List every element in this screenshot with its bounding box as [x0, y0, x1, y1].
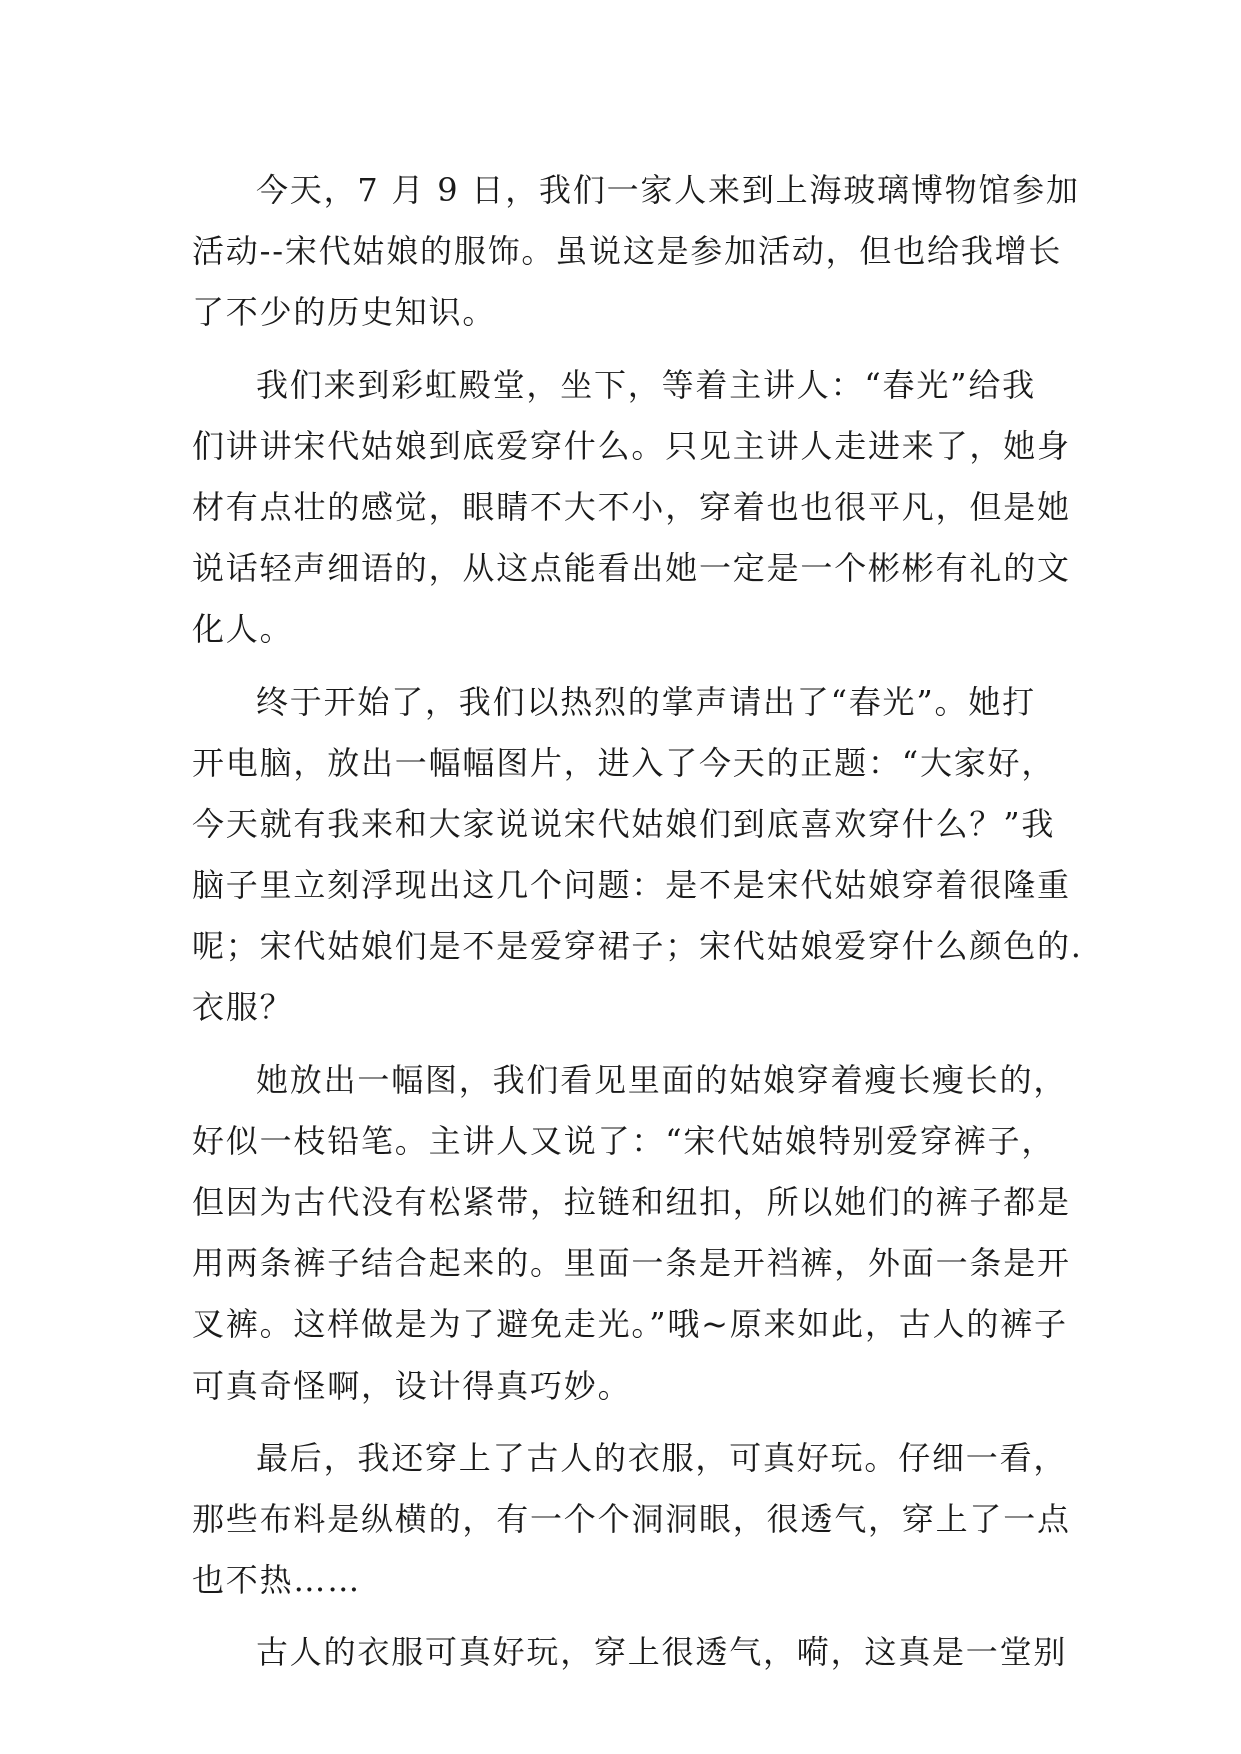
paragraph-line: 材有点壮的感觉，眼睛不大不小，穿着也也很平凡，但是她	[192, 487, 1071, 526]
paragraph-3	[192, 672, 1083, 1039]
paragraph-line: 但因为古代没有松紧带，拉链和纽扣，所以她们的裤子都是	[192, 1183, 1071, 1221]
paragraph-line: 最后，我还穿上了古人的衣服，可真好玩。仔细一看，	[256, 1438, 1068, 1477]
paragraph-line: 说话轻声细语的，从这点能看出她一定是一个彬彬有礼的文	[192, 549, 1071, 588]
paragraph-line: 终于开始了，我们以热烈的掌声请出了“春光”。她打	[256, 682, 1036, 721]
paragraph-line: 她放出一幅图，我们看见里面的姑娘穿着瘦长瘦长的，	[256, 1060, 1068, 1099]
paragraph-line: 开电脑，放出一幅幅图片，进入了今天的正题：“大家好，	[192, 743, 1056, 782]
paragraph-line: 衣服？	[192, 988, 294, 1027]
essay-body	[192, 160, 1083, 1684]
paragraph-line: 呢；宋代姑娘们是不是爱穿裙子；宋代姑娘爱穿什么颜色的.	[192, 927, 1083, 966]
paragraph-6	[192, 1622, 1068, 1683]
paragraph-line: 也不热……	[192, 1561, 362, 1600]
paragraph-line: 了不少的历史知识。	[192, 293, 497, 332]
paragraph-line: 化人。	[192, 610, 294, 649]
paragraph-line: 今天就有我来和大家说说宋代姑娘们到底喜欢穿什么？”我	[192, 804, 1056, 843]
paragraph-line: 那些布料是纵横的，有一个个洞洞眼，很透气，穿上了一点	[192, 1499, 1071, 1538]
paragraph-line: 用两条裤子结合起来的。里面一条是开裆裤，外面一条是开	[192, 1244, 1071, 1283]
paragraph-line: 好似一枝铅笔。主讲人又说了：“宋代姑娘特别爱穿裤子，	[192, 1121, 1056, 1160]
paragraph-2	[192, 355, 1071, 661]
paragraph-line: 可真奇怪啊，设计得真巧妙。	[192, 1366, 632, 1405]
paragraph-line: 活动--宋代姑娘的服饰。虽说这是参加活动，但也给我增长	[192, 232, 1063, 271]
paragraph-1	[192, 160, 1080, 344]
paragraph-line: 脑子里立刻浮现出这几个问题：是不是宋代姑娘穿着很隆重	[192, 866, 1071, 905]
paragraph-5	[192, 1428, 1071, 1612]
paragraph-line: 叉裤。这样做是为了避免走光。”哦~原来如此，古人的裤子	[192, 1305, 1068, 1344]
paragraph-line: 今天，7 月 9 日，我们一家人来到上海玻璃博物馆参加	[256, 171, 1080, 209]
paragraph-line: 们讲讲宋代姑娘到底爱穿什么。只见主讲人走进来了，她身	[192, 426, 1071, 465]
paragraph-4	[192, 1050, 1071, 1417]
paragraph-line: 我们来到彩虹殿堂，坐下，等着主讲人：“春光”给我	[256, 365, 1036, 404]
paragraph-line: 古人的衣服可真好玩，穿上很透气，嗬，这真是一堂别	[256, 1633, 1068, 1672]
